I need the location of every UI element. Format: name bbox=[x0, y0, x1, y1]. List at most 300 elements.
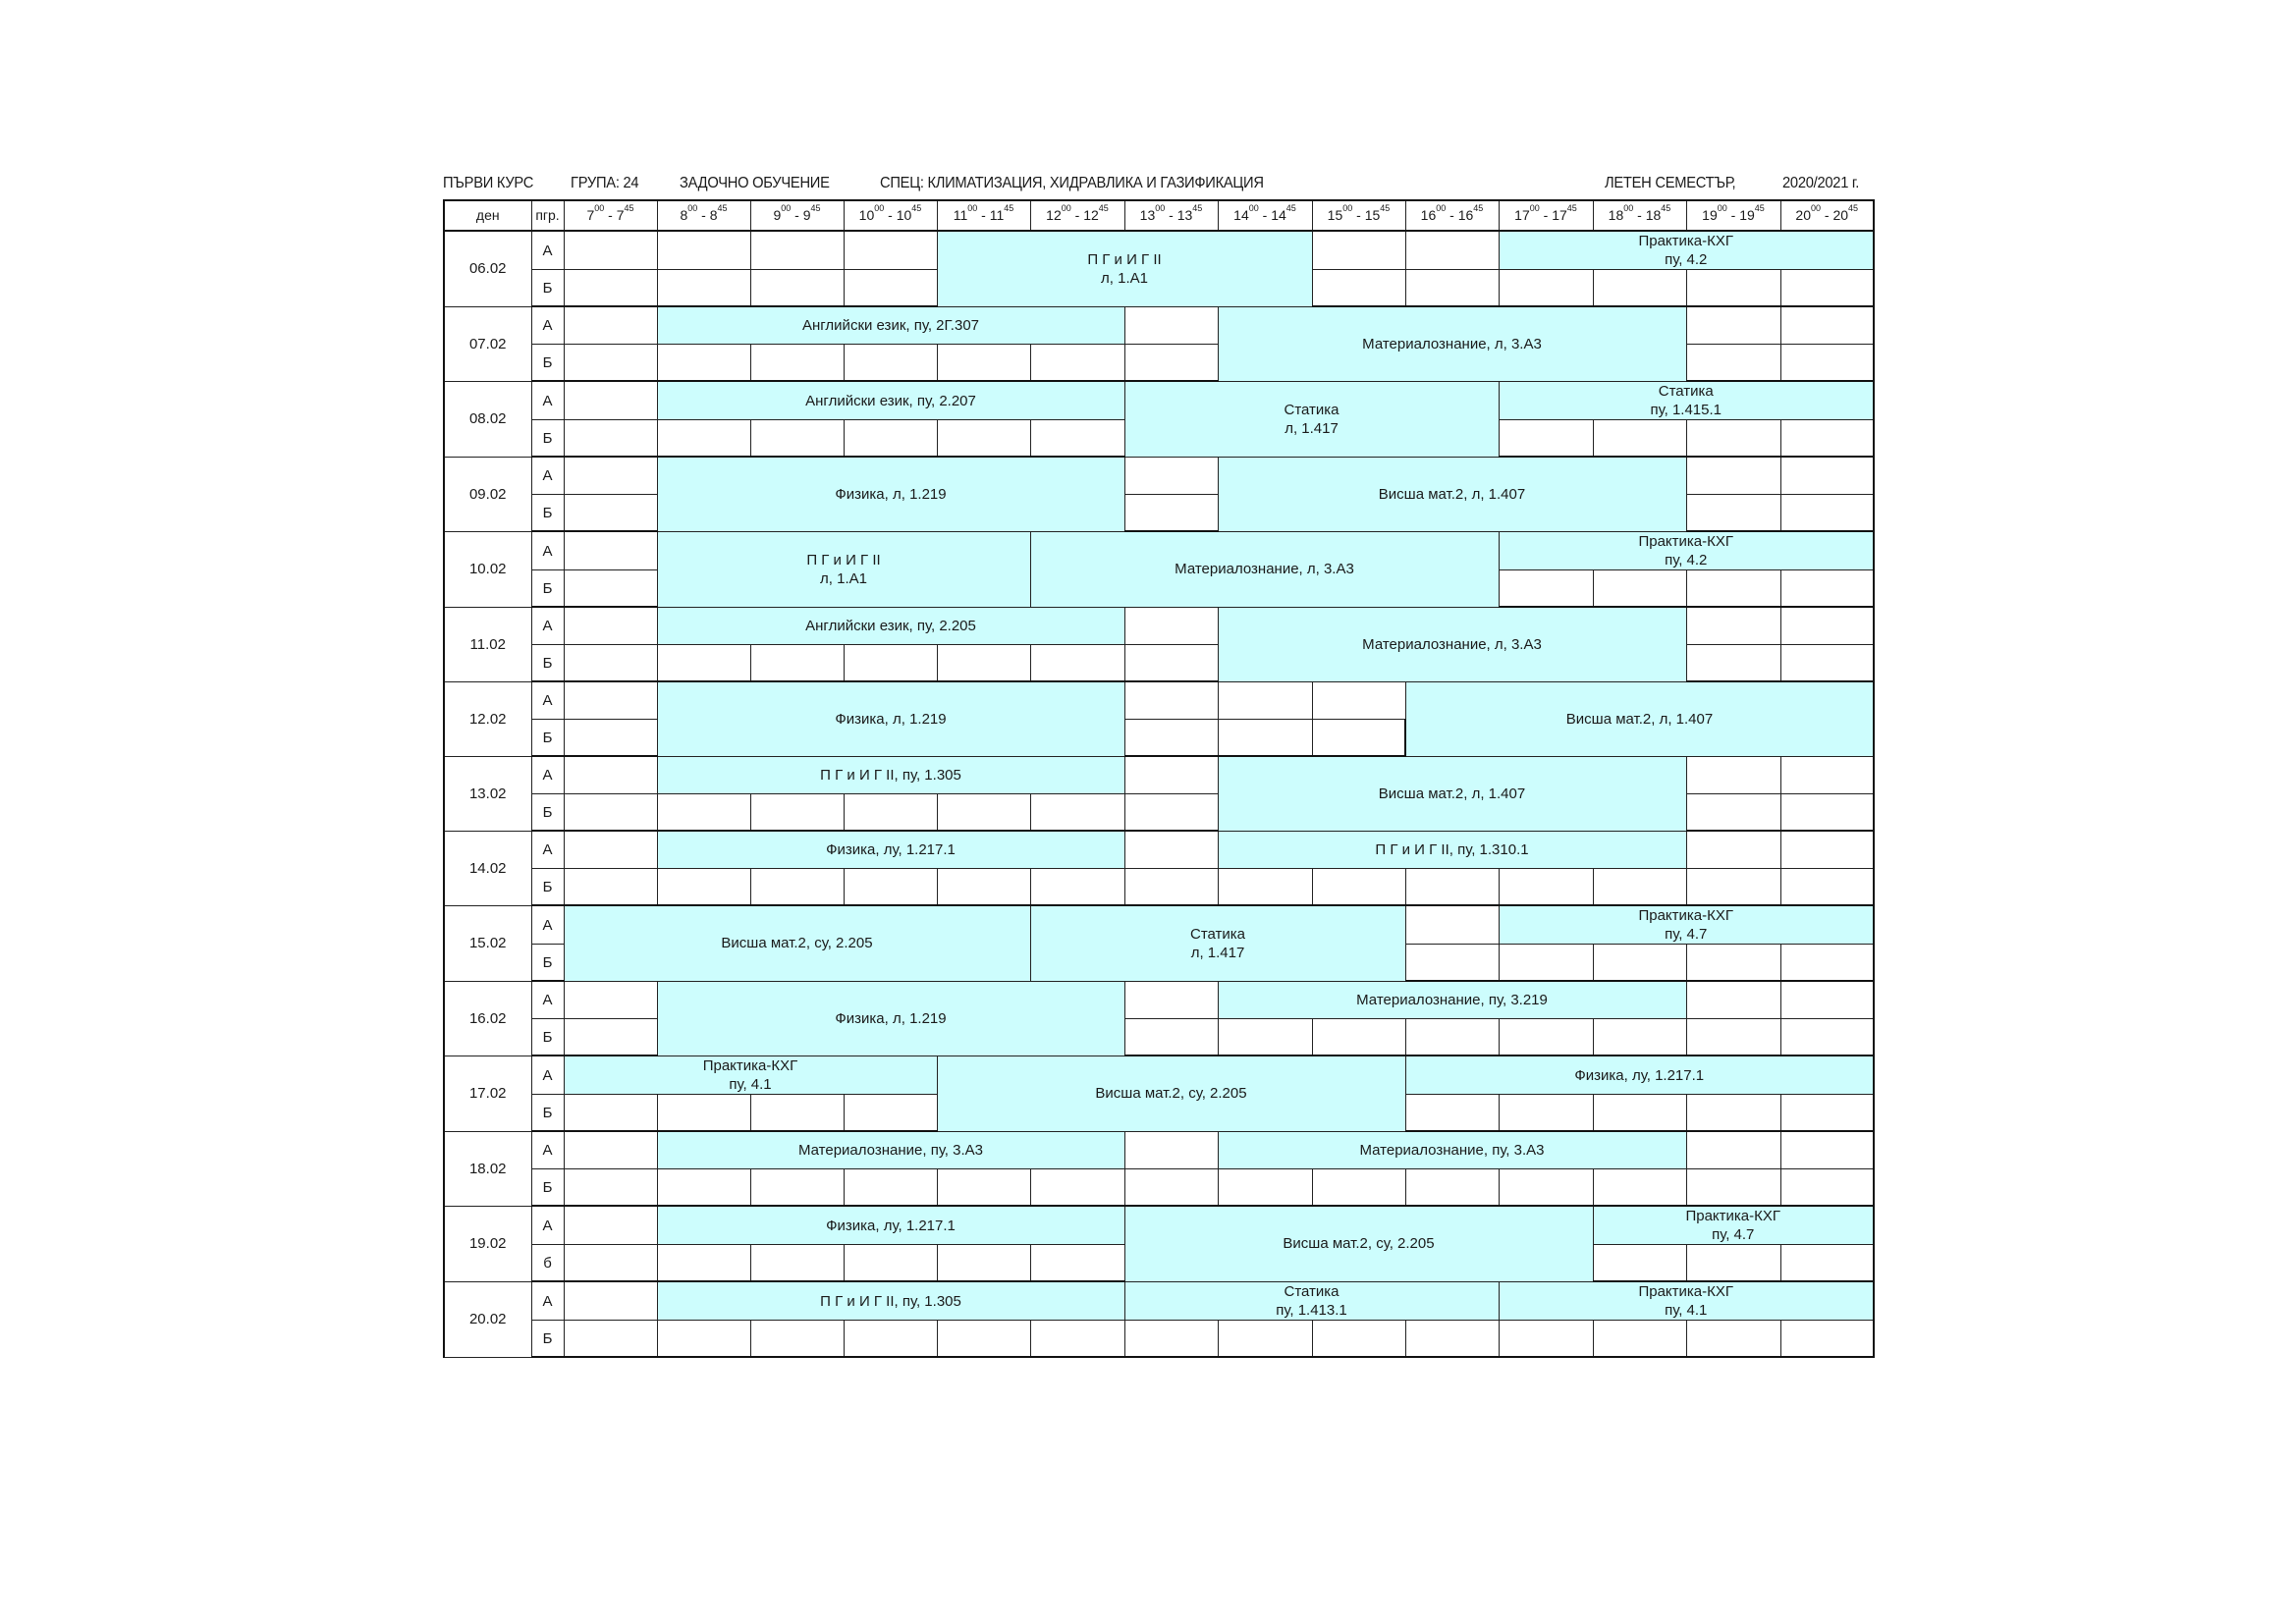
time-slot-header bbox=[1593, 200, 1686, 231]
empty-slot bbox=[844, 1245, 937, 1282]
empty-slot bbox=[1686, 645, 1780, 682]
empty-slot bbox=[564, 794, 657, 832]
empty-slot bbox=[657, 645, 750, 682]
slot-dash: - bbox=[1165, 207, 1177, 223]
subgroup-a-label: А bbox=[531, 681, 564, 720]
subgroup-b-label: Б bbox=[531, 720, 564, 757]
class-block-line: Практика-КХГ bbox=[1638, 533, 1734, 550]
slot-start-minutes: 00 bbox=[1342, 203, 1353, 213]
slot-start-hour: 16 bbox=[1420, 207, 1437, 223]
class-block[interactable] bbox=[657, 306, 1124, 345]
subgroup-a-label: А bbox=[531, 756, 564, 794]
slot-dash: - bbox=[697, 207, 710, 223]
subgroup-a-label: А bbox=[531, 607, 564, 645]
class-block-line: Висша мат.2, су, 2.205 bbox=[721, 935, 873, 952]
slot-start-minutes: 00 bbox=[1061, 203, 1071, 213]
day-row-subgroup-b bbox=[444, 1169, 1874, 1207]
empty-slot bbox=[1499, 1095, 1593, 1132]
empty-slot bbox=[1405, 1019, 1499, 1056]
empty-slot bbox=[564, 831, 657, 869]
empty-slot bbox=[1030, 645, 1124, 682]
day-date: 07.02 bbox=[444, 306, 531, 381]
slot-start-hour: 10 bbox=[858, 207, 875, 223]
day-row-subgroup-b bbox=[444, 1321, 1874, 1358]
empty-slot bbox=[1124, 681, 1218, 720]
empty-slot bbox=[1499, 1169, 1593, 1207]
class-block[interactable] bbox=[657, 381, 1124, 420]
class-block[interactable] bbox=[657, 1131, 1124, 1169]
empty-slot bbox=[564, 570, 657, 608]
empty-slot bbox=[564, 1095, 657, 1132]
empty-slot bbox=[1686, 869, 1780, 906]
class-block-line: Практика-КХГ bbox=[1638, 907, 1734, 924]
class-block-line: Английски език, пу, 2Г.307 bbox=[802, 317, 979, 334]
empty-slot bbox=[1686, 570, 1780, 608]
slot-start-minutes: 00 bbox=[781, 203, 792, 213]
subgroup-a-label: А bbox=[531, 981, 564, 1019]
day-date: 19.02 bbox=[444, 1206, 531, 1281]
class-block[interactable] bbox=[937, 1056, 1405, 1131]
empty-slot bbox=[657, 1169, 750, 1207]
slot-end-hour: 16 bbox=[1457, 207, 1474, 223]
slot-start-hour: 14 bbox=[1233, 207, 1249, 223]
class-block-line: Физика, лу, 1.217.1 bbox=[826, 1217, 956, 1234]
day-row-subgroup-a bbox=[444, 681, 1874, 720]
day-row-subgroup-a bbox=[444, 531, 1874, 570]
empty-slot bbox=[1499, 270, 1593, 307]
empty-slot bbox=[1780, 794, 1874, 832]
subgroup-b-label: Б bbox=[531, 1321, 564, 1358]
time-slot-header bbox=[1030, 200, 1124, 231]
empty-slot bbox=[1686, 1169, 1780, 1207]
time-slot-header bbox=[937, 200, 1030, 231]
day-date: 16.02 bbox=[444, 981, 531, 1056]
empty-slot bbox=[564, 1019, 657, 1056]
subgroup-b-label: Б bbox=[531, 794, 564, 832]
class-block-line: Висша мат.2, су, 2.205 bbox=[1095, 1085, 1247, 1103]
empty-slot bbox=[1124, 981, 1218, 1019]
slot-start-minutes: 00 bbox=[1811, 203, 1822, 213]
slot-end-minutes: 45 bbox=[624, 203, 634, 213]
slot-end-hour: 8 bbox=[709, 207, 718, 223]
empty-slot bbox=[750, 420, 844, 458]
class-block-line: Статика bbox=[1284, 401, 1339, 418]
day-date: 06.02 bbox=[444, 231, 531, 306]
empty-slot bbox=[1499, 945, 1593, 982]
slot-start-minutes: 00 bbox=[594, 203, 605, 213]
slot-end-minutes: 45 bbox=[1566, 203, 1577, 213]
subgroup-b-label: Б bbox=[531, 869, 564, 906]
specialty-label: СПЕЦ: КЛИМАТИЗАЦИЯ, ХИДРАВЛИКА И ГАЗИФИКАЦИЯ bbox=[880, 175, 1264, 191]
day-row-subgroup-a bbox=[444, 607, 1874, 645]
empty-slot bbox=[844, 345, 937, 382]
empty-slot bbox=[657, 794, 750, 832]
study-mode-label: ЗАДОЧНО ОБУЧЕНИЕ bbox=[680, 175, 830, 191]
class-block[interactable] bbox=[657, 1281, 1124, 1321]
slot-start-minutes: 00 bbox=[1436, 203, 1447, 213]
class-block[interactable] bbox=[1499, 381, 1874, 420]
empty-slot bbox=[1124, 495, 1218, 532]
slot-end-hour: 13 bbox=[1176, 207, 1193, 223]
class-block-line: пу, 4.7 bbox=[1665, 926, 1708, 943]
empty-slot bbox=[1686, 831, 1780, 869]
empty-slot bbox=[1780, 345, 1874, 382]
slot-end-hour: 7 bbox=[616, 207, 625, 223]
class-block-line: пу, 4.2 bbox=[1665, 552, 1708, 568]
time-header-row bbox=[444, 200, 1874, 231]
slot-end-minutes: 45 bbox=[1380, 203, 1391, 213]
class-block-line: Висша мат.2, л, 1.407 bbox=[1565, 710, 1714, 728]
empty-slot bbox=[1593, 869, 1686, 906]
empty-slot bbox=[1780, 645, 1874, 682]
group-label: ГРУПА: 24 bbox=[571, 175, 639, 191]
day-date: 10.02 bbox=[444, 531, 531, 607]
empty-slot bbox=[844, 645, 937, 682]
day-date: 14.02 bbox=[444, 831, 531, 905]
slot-end-hour: 9 bbox=[802, 207, 811, 223]
empty-slot bbox=[844, 420, 937, 458]
slot-start-hour: 15 bbox=[1327, 207, 1343, 223]
empty-slot bbox=[1593, 570, 1686, 608]
slot-dash: - bbox=[1821, 207, 1833, 223]
empty-slot bbox=[1030, 1321, 1124, 1358]
empty-slot bbox=[1405, 270, 1499, 307]
subgroup-b-label: Б bbox=[531, 270, 564, 307]
empty-slot bbox=[937, 645, 1030, 682]
day-row-subgroup-b bbox=[444, 869, 1874, 906]
class-block[interactable] bbox=[1218, 756, 1686, 831]
empty-slot bbox=[1405, 1095, 1499, 1132]
empty-slot bbox=[1312, 1321, 1405, 1358]
empty-slot bbox=[937, 1245, 1030, 1282]
class-block[interactable] bbox=[1218, 981, 1686, 1019]
empty-slot bbox=[1686, 794, 1780, 832]
empty-slot bbox=[1780, 457, 1874, 495]
empty-slot bbox=[750, 1245, 844, 1282]
class-block-line: пу, 4.1 bbox=[729, 1076, 772, 1093]
class-block-line: Материалознание, л, 3.А3 bbox=[1362, 635, 1542, 653]
empty-slot bbox=[1686, 306, 1780, 345]
empty-slot bbox=[657, 345, 750, 382]
empty-slot bbox=[1686, 1131, 1780, 1169]
class-block[interactable] bbox=[1405, 1056, 1874, 1095]
class-block-line: Статика bbox=[1284, 1282, 1339, 1300]
empty-slot bbox=[1780, 831, 1874, 869]
class-block[interactable] bbox=[657, 981, 1124, 1056]
empty-slot bbox=[1124, 1321, 1218, 1358]
class-block[interactable] bbox=[657, 607, 1124, 645]
class-block-line: Физика, л, 1.219 bbox=[835, 485, 947, 503]
class-block[interactable] bbox=[1030, 905, 1405, 981]
class-block[interactable] bbox=[1499, 905, 1874, 945]
empty-slot bbox=[1405, 945, 1499, 982]
empty-slot bbox=[1124, 607, 1218, 645]
day-date: 08.02 bbox=[444, 381, 531, 457]
class-block[interactable] bbox=[564, 1056, 937, 1095]
class-block-line: л, 1.417 bbox=[1285, 419, 1339, 437]
time-slot-header bbox=[1312, 200, 1405, 231]
empty-slot bbox=[564, 495, 657, 532]
class-block-line: пу, 1.413.1 bbox=[1276, 1301, 1347, 1319]
empty-slot bbox=[1124, 1131, 1218, 1169]
class-block-line: Практика-КХГ bbox=[702, 1057, 798, 1074]
class-block-line: П Г и И Г II, пу, 1.305 bbox=[820, 766, 961, 784]
day-date: 09.02 bbox=[444, 457, 531, 531]
slot-dash: - bbox=[1352, 207, 1365, 223]
empty-slot bbox=[1499, 570, 1593, 608]
empty-slot bbox=[1030, 1169, 1124, 1207]
empty-slot bbox=[1593, 270, 1686, 307]
slot-end-minutes: 45 bbox=[1473, 203, 1484, 213]
empty-slot bbox=[1124, 645, 1218, 682]
class-block-line: П Г и И Г II bbox=[1087, 250, 1162, 268]
empty-slot bbox=[750, 869, 844, 906]
slot-end-minutes: 45 bbox=[717, 203, 728, 213]
empty-slot bbox=[1405, 231, 1499, 270]
empty-slot bbox=[750, 1321, 844, 1358]
slot-dash: - bbox=[977, 207, 990, 223]
empty-slot bbox=[657, 1245, 750, 1282]
empty-slot bbox=[844, 270, 937, 307]
slot-start-minutes: 00 bbox=[874, 203, 885, 213]
subgroup-a-label: А bbox=[531, 1131, 564, 1169]
empty-slot bbox=[1218, 1321, 1312, 1358]
day-date: 12.02 bbox=[444, 681, 531, 756]
time-slot-header bbox=[1686, 200, 1780, 231]
empty-slot bbox=[564, 869, 657, 906]
empty-slot bbox=[1686, 1321, 1780, 1358]
class-block[interactable] bbox=[1218, 607, 1686, 681]
slot-start-minutes: 00 bbox=[1717, 203, 1727, 213]
class-block[interactable] bbox=[1124, 1206, 1593, 1281]
empty-slot bbox=[1312, 1019, 1405, 1056]
class-block[interactable] bbox=[657, 681, 1124, 756]
day-date: 11.02 bbox=[444, 607, 531, 681]
slot-end-hour: 11 bbox=[989, 207, 1005, 223]
empty-slot bbox=[1686, 457, 1780, 495]
empty-slot bbox=[750, 645, 844, 682]
empty-slot bbox=[1499, 420, 1593, 458]
empty-slot bbox=[1593, 1095, 1686, 1132]
class-block[interactable] bbox=[1405, 681, 1874, 756]
day-date: 20.02 bbox=[444, 1281, 531, 1357]
class-block-line: П Г и И Г II, пу, 1.305 bbox=[820, 1292, 961, 1310]
class-block[interactable] bbox=[1124, 1281, 1499, 1321]
class-block[interactable] bbox=[657, 831, 1124, 869]
class-block-line: Физика, лу, 1.217.1 bbox=[1574, 1066, 1705, 1084]
empty-slot bbox=[1124, 756, 1218, 794]
slot-start-hour: 17 bbox=[1514, 207, 1530, 223]
empty-slot bbox=[564, 531, 657, 570]
empty-slot bbox=[1593, 945, 1686, 982]
empty-slot bbox=[1124, 794, 1218, 832]
time-slot-header bbox=[1405, 200, 1499, 231]
class-block-line: л, 1.417 bbox=[1190, 944, 1245, 961]
subgroup-b-label: Б bbox=[531, 645, 564, 682]
empty-slot bbox=[844, 1095, 937, 1132]
empty-slot bbox=[564, 645, 657, 682]
class-block[interactable] bbox=[1030, 531, 1499, 607]
empty-slot bbox=[937, 869, 1030, 906]
empty-slot bbox=[564, 756, 657, 794]
class-block[interactable] bbox=[1218, 306, 1686, 381]
slot-end-minutes: 45 bbox=[1098, 203, 1109, 213]
empty-slot bbox=[564, 607, 657, 645]
empty-slot bbox=[564, 681, 657, 720]
class-block-line: Английски език, пу, 2.205 bbox=[805, 617, 976, 634]
slot-dash: - bbox=[1539, 207, 1553, 223]
class-block-line: Практика-КХГ bbox=[1685, 1208, 1781, 1224]
day-date: 18.02 bbox=[444, 1131, 531, 1206]
empty-slot bbox=[1780, 869, 1874, 906]
academic-year-label: 2020/2021 г. bbox=[1782, 175, 1860, 191]
empty-slot bbox=[1780, 420, 1874, 458]
empty-slot bbox=[564, 270, 657, 307]
class-block[interactable] bbox=[657, 531, 1030, 607]
empty-slot bbox=[1405, 869, 1499, 906]
class-block-line: Практика-КХГ bbox=[1638, 1283, 1734, 1300]
subgroup-a-label: А bbox=[531, 531, 564, 570]
subgroup-a-label: А bbox=[531, 306, 564, 345]
class-block[interactable] bbox=[1218, 831, 1686, 869]
slot-end-minutes: 45 bbox=[1004, 203, 1014, 213]
slot-start-hour: 13 bbox=[1139, 207, 1156, 223]
class-block-line: пу, 4.7 bbox=[1712, 1226, 1755, 1243]
empty-slot bbox=[657, 1095, 750, 1132]
subgroup-b-label: Б bbox=[531, 1019, 564, 1056]
class-block[interactable] bbox=[1218, 1131, 1686, 1169]
class-block[interactable] bbox=[1499, 1281, 1874, 1321]
slot-end-minutes: 45 bbox=[1192, 203, 1203, 213]
subgroup-a-label: А bbox=[531, 231, 564, 270]
slot-end-minutes: 45 bbox=[1285, 203, 1296, 213]
empty-slot bbox=[1312, 681, 1405, 720]
course-label: ПЪРВИ КУРС bbox=[443, 175, 534, 191]
class-block[interactable] bbox=[1218, 457, 1686, 531]
class-block-line: пу, 4.2 bbox=[1665, 251, 1708, 268]
subgroup-b-label: Б bbox=[531, 495, 564, 532]
subgroup-b-label: Б bbox=[531, 1169, 564, 1207]
empty-slot bbox=[564, 720, 657, 757]
empty-slot bbox=[1030, 1245, 1124, 1282]
empty-slot bbox=[1030, 420, 1124, 458]
empty-slot bbox=[844, 794, 937, 832]
day-row-subgroup-a bbox=[444, 1056, 1874, 1095]
day-row-subgroup-a bbox=[444, 1131, 1874, 1169]
class-block-line: Материалознание, л, 3.А3 bbox=[1175, 561, 1354, 578]
class-block-line: П Г и И Г II bbox=[806, 551, 881, 568]
empty-slot bbox=[1686, 981, 1780, 1019]
class-block-line: Висша мат.2, л, 1.407 bbox=[1378, 485, 1526, 503]
class-block-line: пу, 1.415.1 bbox=[1650, 402, 1722, 418]
empty-slot bbox=[564, 345, 657, 382]
class-block[interactable] bbox=[657, 457, 1124, 531]
empty-slot bbox=[1780, 607, 1874, 645]
empty-slot bbox=[564, 1206, 657, 1245]
slot-start-minutes: 00 bbox=[687, 203, 698, 213]
subgroup-b-label: Б bbox=[531, 420, 564, 458]
empty-slot bbox=[564, 420, 657, 458]
schedule-table bbox=[443, 199, 1875, 1358]
empty-slot bbox=[1686, 945, 1780, 982]
class-block-line: л, 1.А1 bbox=[1101, 269, 1148, 287]
class-block[interactable] bbox=[1593, 1206, 1874, 1245]
empty-slot bbox=[1030, 345, 1124, 382]
day-column-header: ден bbox=[444, 200, 531, 231]
class-block[interactable] bbox=[657, 1206, 1124, 1245]
class-block[interactable] bbox=[564, 905, 1030, 981]
empty-slot bbox=[1686, 1095, 1780, 1132]
empty-slot bbox=[1780, 570, 1874, 608]
empty-slot bbox=[564, 981, 657, 1019]
empty-slot bbox=[564, 231, 657, 270]
empty-slot bbox=[1218, 1019, 1312, 1056]
day-row-subgroup-a bbox=[444, 381, 1874, 420]
class-block-line: пу, 4.1 bbox=[1665, 1302, 1708, 1319]
empty-slot bbox=[1312, 720, 1405, 757]
class-block-line: Материалознание, пу, 3.А3 bbox=[797, 1142, 984, 1159]
empty-slot bbox=[1312, 869, 1405, 906]
slot-start-hour: 18 bbox=[1608, 207, 1624, 223]
empty-slot bbox=[564, 1245, 657, 1282]
slot-start-hour: 12 bbox=[1046, 207, 1062, 223]
empty-slot bbox=[1780, 945, 1874, 982]
empty-slot bbox=[1124, 457, 1218, 495]
class-block[interactable] bbox=[937, 231, 1312, 306]
class-block-line: Физика, л, 1.219 bbox=[835, 1009, 947, 1027]
empty-slot bbox=[657, 420, 750, 458]
class-block[interactable] bbox=[1499, 531, 1874, 570]
empty-slot bbox=[1218, 720, 1312, 757]
slot-end-minutes: 45 bbox=[1754, 203, 1765, 213]
empty-slot bbox=[1686, 420, 1780, 458]
slot-start-hour: 20 bbox=[1795, 207, 1811, 223]
class-block[interactable] bbox=[1499, 231, 1874, 270]
schedule-header bbox=[443, 175, 1875, 196]
slot-start-minutes: 00 bbox=[1623, 203, 1634, 213]
slot-end-hour: 17 bbox=[1552, 207, 1567, 223]
day-row-subgroup-a bbox=[444, 1206, 1874, 1245]
class-block[interactable] bbox=[657, 756, 1124, 794]
time-slot-header bbox=[564, 200, 657, 231]
empty-slot bbox=[1780, 1321, 1874, 1358]
empty-slot bbox=[1499, 869, 1593, 906]
day-row-subgroup-a bbox=[444, 457, 1874, 495]
empty-slot bbox=[1312, 270, 1405, 307]
empty-slot bbox=[564, 1169, 657, 1207]
class-block-line: Физика, лу, 1.217.1 bbox=[826, 841, 956, 858]
empty-slot bbox=[1593, 420, 1686, 458]
slot-start-minutes: 00 bbox=[1248, 203, 1259, 213]
subgroup-a-label: А bbox=[531, 1206, 564, 1245]
empty-slot bbox=[1686, 756, 1780, 794]
class-block[interactable] bbox=[1124, 381, 1499, 457]
empty-slot bbox=[1312, 231, 1405, 270]
slot-end-hour: 19 bbox=[1739, 207, 1755, 223]
empty-slot bbox=[1124, 831, 1218, 869]
day-row-subgroup-a bbox=[444, 981, 1874, 1019]
empty-slot bbox=[1405, 905, 1499, 945]
empty-slot bbox=[937, 1169, 1030, 1207]
class-block-line: Материалознание, пу, 3.А3 bbox=[1359, 1142, 1545, 1159]
empty-slot bbox=[750, 270, 844, 307]
slot-start-hour: 8 bbox=[680, 207, 688, 223]
empty-slot bbox=[1593, 1245, 1686, 1282]
time-slot-header bbox=[750, 200, 844, 231]
class-block-line: Физика, л, 1.219 bbox=[835, 710, 947, 728]
empty-slot bbox=[750, 345, 844, 382]
empty-slot bbox=[937, 420, 1030, 458]
